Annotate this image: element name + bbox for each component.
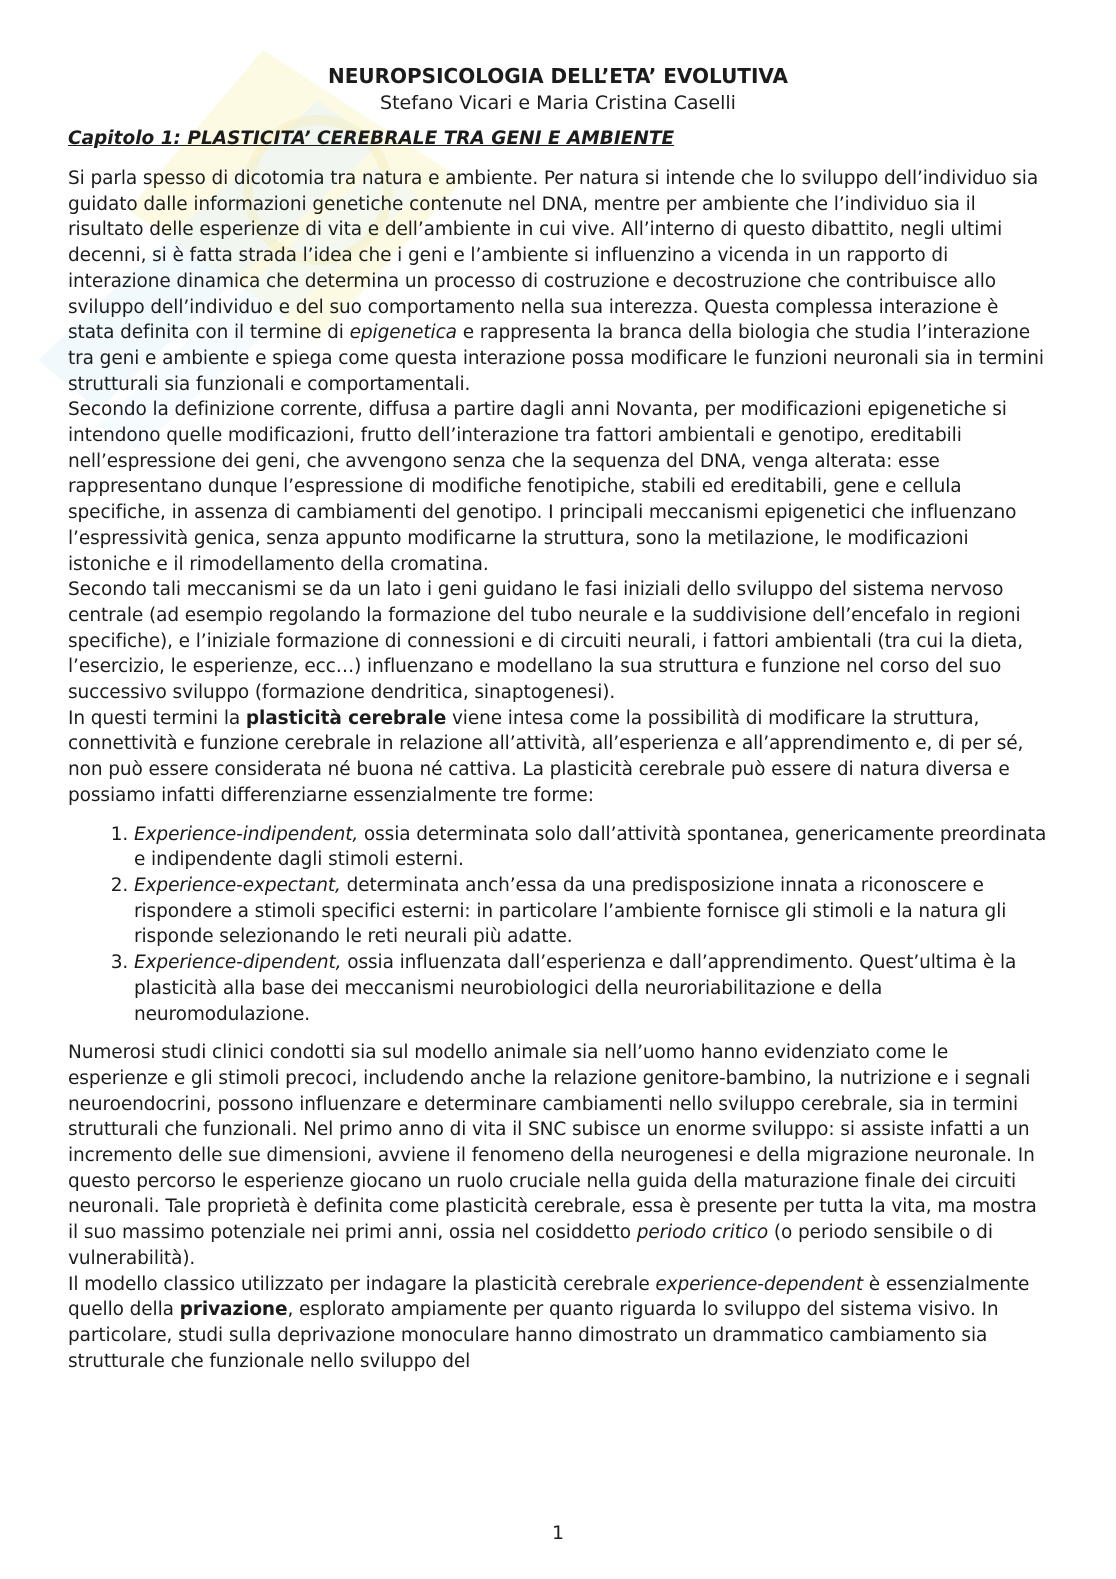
document-page: [68, 62, 1048, 1374]
list-item-term: Experience-dipendent,: [134, 952, 342, 974]
paragraph-5: [68, 1040, 1048, 1271]
list-item-text: ossia determinata solo dall’attività spontanea, genericamente preordinata e indipendente dagli stimoli esterni.: [134, 823, 1047, 871]
list-item: [134, 822, 1048, 873]
term-epigenetica: epigenetica: [349, 322, 457, 344]
document-authors: Stefano Vicari e Maria Cristina Caselli: [380, 92, 736, 114]
list-item-term: Experience-indipendent,: [134, 823, 359, 845]
term-periodo-critico: periodo critico: [636, 1222, 769, 1244]
document-title: NEUROPSICOLOGIA DELL’ETA’ EVOLUTIVA: [327, 64, 788, 88]
page-number: 1: [551, 1522, 565, 1544]
paragraph-1-text-a: Si parla spesso di dicotomia tra natura e ambiente. Per natura si intende che lo sviluppo dell’individuo sia guidato dalle informazioni genetiche contenute nel DNA, mentre per ambiente che l’individuo sia il risultato delle esperienze di vita e dell’ambiente in cui vive. All’interno di questo dibattito, negli ultimi decenni, si è fatta strada l’idea che i geni e l’ambiente si influenzino a vicenda in un rapporto di interazione dinamica che determina un processo di costruzione e decostruzione che contribuisce allo sviluppo dell’individuo e del suo comportamento nella sua interezza. Questa complessa interazione è stata definita con il termine di: [68, 168, 1039, 344]
paragraph-6-text-b: è essenzialmente quello della: [68, 1273, 1030, 1321]
term-plasticita-cerebrale: plasticità cerebrale: [245, 707, 447, 729]
paragraph-6-text-a: Il modello classico utilizzato per indagare la plasticità cerebrale: [68, 1273, 656, 1295]
plasticity-forms-list: [68, 822, 1048, 1028]
paragraph-3: Secondo tali meccanismi se da un lato i geni guidano le fasi iniziali dello sviluppo del sistema nervoso centrale (ad esempio regolando la formazione del tubo neurale e la suddivisione dell’encefalo in regioni specifiche), e l’iniziale formazione di connessioni e di circuiti neurali, i fattori ambientali (tra cui la dieta, l’esercizio, le esperienze, ecc…) influenzano e modellano la sua struttura e funzione nel corso del suo successivo sviluppo (formazione dendritica, sinaptogenesi).: [68, 579, 1024, 704]
paragraph-4-text-b: viene intesa come la possibilità di modificare la struttura, connettività e funzione cerebrale in relazione all’attività, all’esperienza e all’apprendimento e, di per sé, non può essere considerata né buona né cattiva. La plasticità cerebrale può essere di natura diversa e possiamo infatti differenziarne essenzialmente tre forme:: [68, 707, 1024, 806]
list-item-text: determinata anch’essa da una predisposizione innata a riconoscere e rispondere a stimoli specifici esterni: in particolare l’ambiente fornisce gli stimoli e la natura gli risponde selezionando le reti neurali più adatte.: [134, 874, 1007, 948]
list-item: [134, 873, 1048, 950]
paragraph-1-text-b: e rappresenta la branca della biologia che studia l’interazione tra geni e ambiente e spiega come questa interazione possa modificare le funzioni neuronali sia in termini strutturali sia funzionali e comportamentali.: [68, 322, 1044, 395]
paragraph-6-text-c: , esplorato ampiamente per quanto riguarda lo sviluppo del sistema visivo. In particolare, studi sulla deprivazione monoculare hanno dimostrato un drammatico cambiamento sia strutturale che funzionale nello sviluppo del: [68, 1299, 999, 1372]
chapter-heading: Capitolo 1: PLASTICITA’ CEREBRALE TRA GENI E AMBIENTE: [68, 128, 675, 149]
paragraph-5-text-a: Numerosi studi clinici condotti sia sul modello animale sia nell’uomo hanno evidenziato come le esperienze e gli stimoli precoci, includendo anche la relazione genitore-bambino, la nutrizione e i segnali neuroendocrini, possono influenzare e determinare cambiamenti nello sviluppo cerebrale, sia in termini strutturali che funzionali. Nel primo anno di vita il SNC subisce un enorme sviluppo: si assiste infatti a un incremento delle sue dimensioni, avviene il fenomeno della neurogenesi e della migrazione neuronale. In questo percorso le esperienze giocano un ruolo cruciale nella guida della maturazione finale dei circuiti neuronali. Tale proprietà è definita come plasticità cerebrale, essa è presente per tutta la vita, ma mostra il suo massimo potenziale nei primi anni, ossia nel cosiddetto: [68, 1042, 1037, 1244]
list-item-term: Experience-expectant,: [134, 874, 341, 896]
paragraph-6: [68, 1272, 1048, 1375]
paragraph-5-text-b: (o periodo sensibile o di vulnerabilità).: [68, 1222, 993, 1269]
term-experience-dependent: experience-dependent: [655, 1273, 864, 1295]
term-privazione: privazione: [179, 1299, 288, 1321]
paragraph-4-text-a: In questi termini la: [68, 707, 246, 729]
paragraph-1: [68, 166, 1048, 397]
paragraph-2: Secondo la definizione corrente, diffusa a partire dagli anni Novanta, per modificazioni epigenetiche si intendono quelle modificazioni, frutto dell’interazione tra fattori ambientali e genotipo, ereditabili nell’espressione dei geni, che avvengono senza che la sequenza del DNA, venga alterata: esse rappresentano dunque l’espressione di modifiche fenotipiche, stabili ed ereditabili, gene e cellula specifiche, in assenza di cambiamenti del genotipo. I principali meccanismi epigenetici che influenzano l’espressività genica, senza appunto modificarne la struttura, sono la metilazione, le modificazioni istoniche e il rimodellamento della cromatina.: [68, 399, 1017, 575]
list-item-text: ossia influenzata dall’esperienza e dall’apprendimento. Quest’ultima è la plasticità alla base dei meccanismi neurobiologici della neuroriabilitazione e della neuromodulazione.: [134, 952, 1017, 1025]
list-item: [134, 950, 1048, 1027]
paragraph-4: [68, 706, 1048, 809]
